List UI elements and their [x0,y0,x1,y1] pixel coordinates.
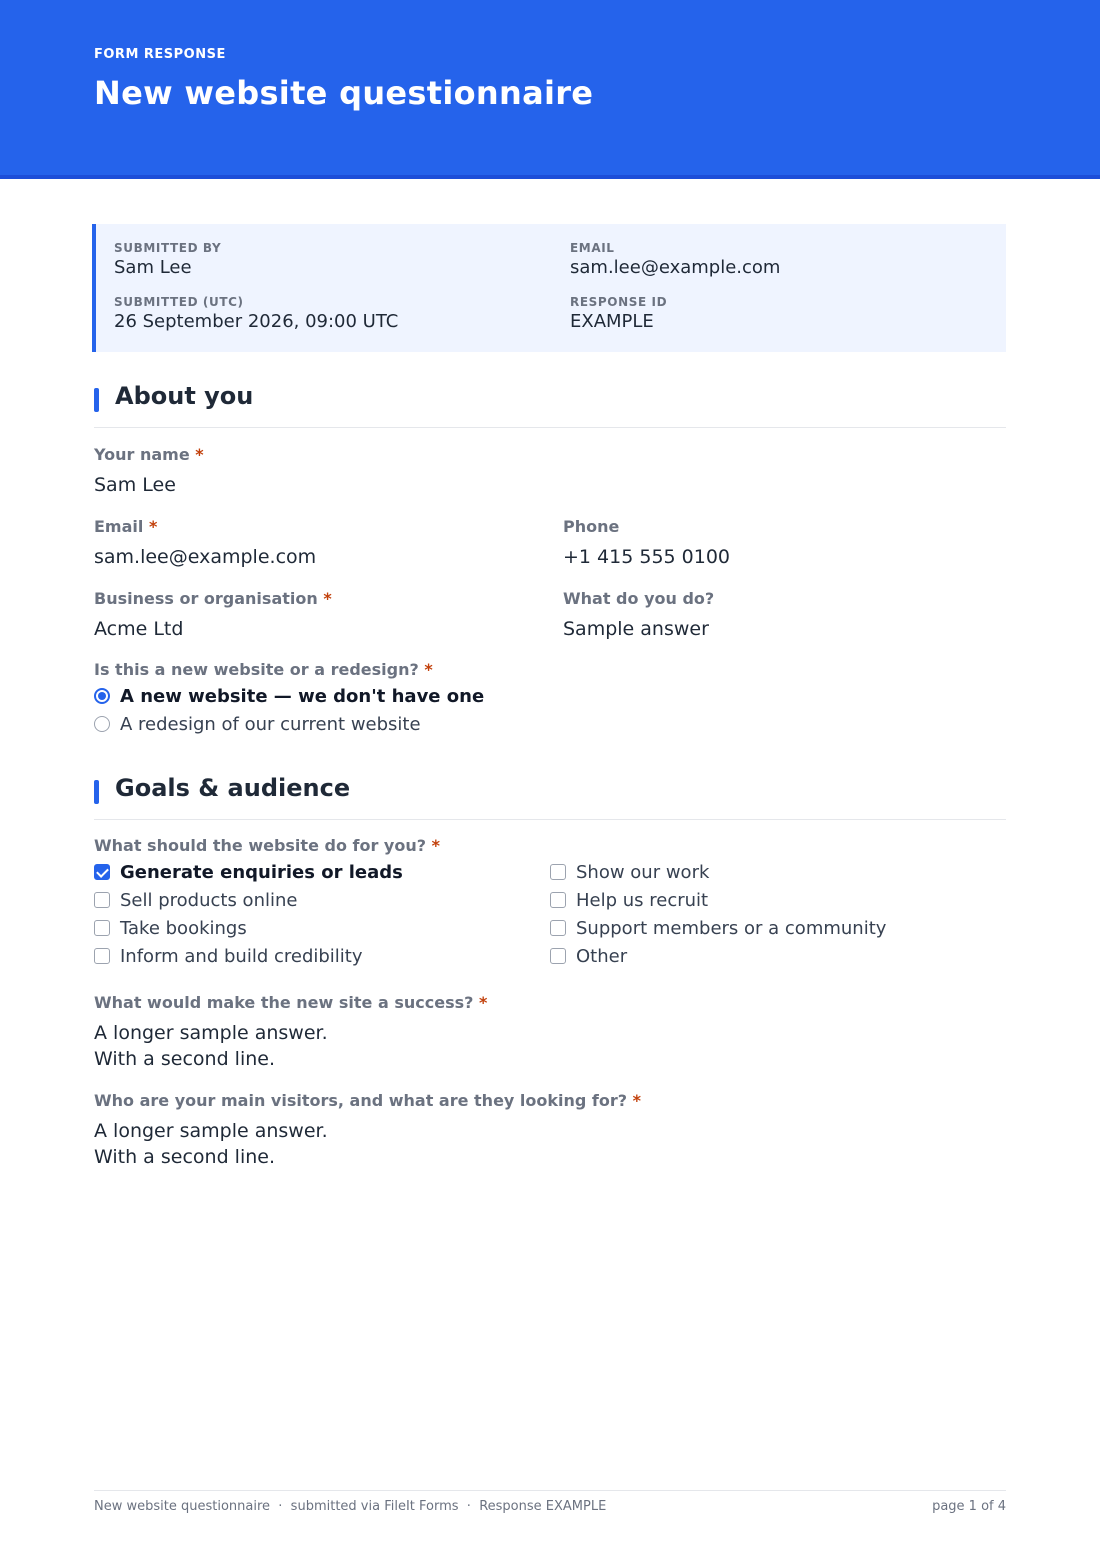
page-footer [94,1490,1006,1514]
meta-label: SUBMITTED BY [114,241,222,255]
checkbox-option-enquiries [94,860,403,884]
question-label: Email [94,517,144,536]
question-label: Is this a new website or a redesign? [94,660,419,679]
radio-unselected-icon [94,716,110,732]
page-header [0,0,1100,179]
checkbox-option-other [550,944,627,968]
required-marker: * [431,836,440,855]
required-marker: * [478,993,488,1012]
meta-label: SUBMITTED (UTC) [114,295,244,309]
required-marker: * [195,445,204,464]
meta-label: RESPONSE ID [570,295,668,309]
section-accent-bar [94,388,99,412]
question-what-do-you-do [563,589,714,642]
question-label: What would make the new site a success? [94,993,474,1012]
question-label: Your name [94,445,190,464]
question-label: Phone [563,517,620,536]
checkbox-unchecked-icon [550,864,566,880]
checkbox-unchecked-icon [94,920,110,936]
answer-value: Sam Lee [94,474,176,496]
radio-option-redesign [94,712,421,736]
checkbox-checked-icon [94,864,110,880]
checkbox-option-sell-products [94,888,297,912]
section-title: About you [115,382,254,410]
checkbox-option-community [550,916,886,940]
header-eyebrow: FORM RESPONSE [94,47,226,62]
section-title: Goals & audience [115,774,351,802]
submission-meta-panel [92,224,1006,352]
radio-option-new-website [94,684,484,708]
checkbox-unchecked-icon [94,948,110,964]
checkbox-option-bookings [94,916,247,940]
required-marker: * [323,589,332,608]
option-label: Take bookings [120,917,247,939]
option-label: Show our work [576,861,710,883]
footer-info: New website questionnaire · submitted via FileIt Forms · Response EXAMPLE [94,1499,607,1514]
meta-value: Sam Lee [114,257,192,278]
option-label: A new website — we don't have one [120,685,485,707]
meta-value: sam.lee@example.com [570,257,781,278]
question-success [94,993,487,1072]
required-marker: * [424,660,433,679]
question-email [94,517,316,570]
meta-email [570,241,780,278]
required-marker: * [148,517,158,536]
checkbox-option-show-work [550,860,709,884]
option-label: A redesign of our current website [120,713,421,735]
page-title: New website questionnaire [94,74,594,112]
meta-response-id [570,295,667,332]
section-goals-audience [94,774,1006,820]
question-business [94,589,332,642]
answer-line: With a second line. [94,1048,275,1070]
required-marker: * [632,1091,642,1110]
checkbox-option-credibility [94,944,363,968]
question-label: What should the website do for you? [94,836,427,855]
checkbox-unchecked-icon [550,892,566,908]
answer-line: A longer sample answer. [94,1022,328,1044]
answer-value: Acme Ltd [94,618,184,640]
checkbox-unchecked-icon [94,892,110,908]
answer-line: With a second line. [94,1146,275,1168]
option-label: Support members or a community [576,917,887,939]
option-label: Help us recruit [576,889,709,911]
question-main-visitors [94,1091,641,1170]
question-website-purpose [94,836,440,855]
option-label: Generate enquiries or leads [120,861,403,883]
meta-value: EXAMPLE [570,311,654,332]
question-phone [563,517,730,570]
checkbox-unchecked-icon [550,920,566,936]
option-label: Inform and build credibility [120,945,363,967]
meta-label: EMAIL [570,241,615,255]
meta-submitted-utc [114,295,398,332]
option-label: Other [576,945,628,967]
radio-selected-icon [94,688,110,704]
question-new-or-redesign [94,660,433,679]
section-accent-bar [94,780,99,804]
checkbox-unchecked-icon [550,948,566,964]
answer-value: sam.lee@example.com [94,546,317,568]
question-label: What do you do? [563,589,715,608]
meta-submitted-by [114,241,221,278]
question-label: Business or organisation [94,589,318,608]
option-label: Sell products online [120,889,298,911]
section-about-you [94,382,1006,428]
answer-line: A longer sample answer. [94,1120,328,1142]
checkbox-option-recruit [550,888,708,912]
meta-value: 26 September 2026, 09:00 UTC [114,311,399,332]
answer-value: +1 415 555 0100 [563,546,731,568]
page-number: page 1 of 4 [932,1499,1006,1514]
question-label: Who are your main visitors, and what are they looking for? [94,1091,628,1110]
answer-value: Sample answer [563,618,709,640]
question-your-name [94,445,204,498]
